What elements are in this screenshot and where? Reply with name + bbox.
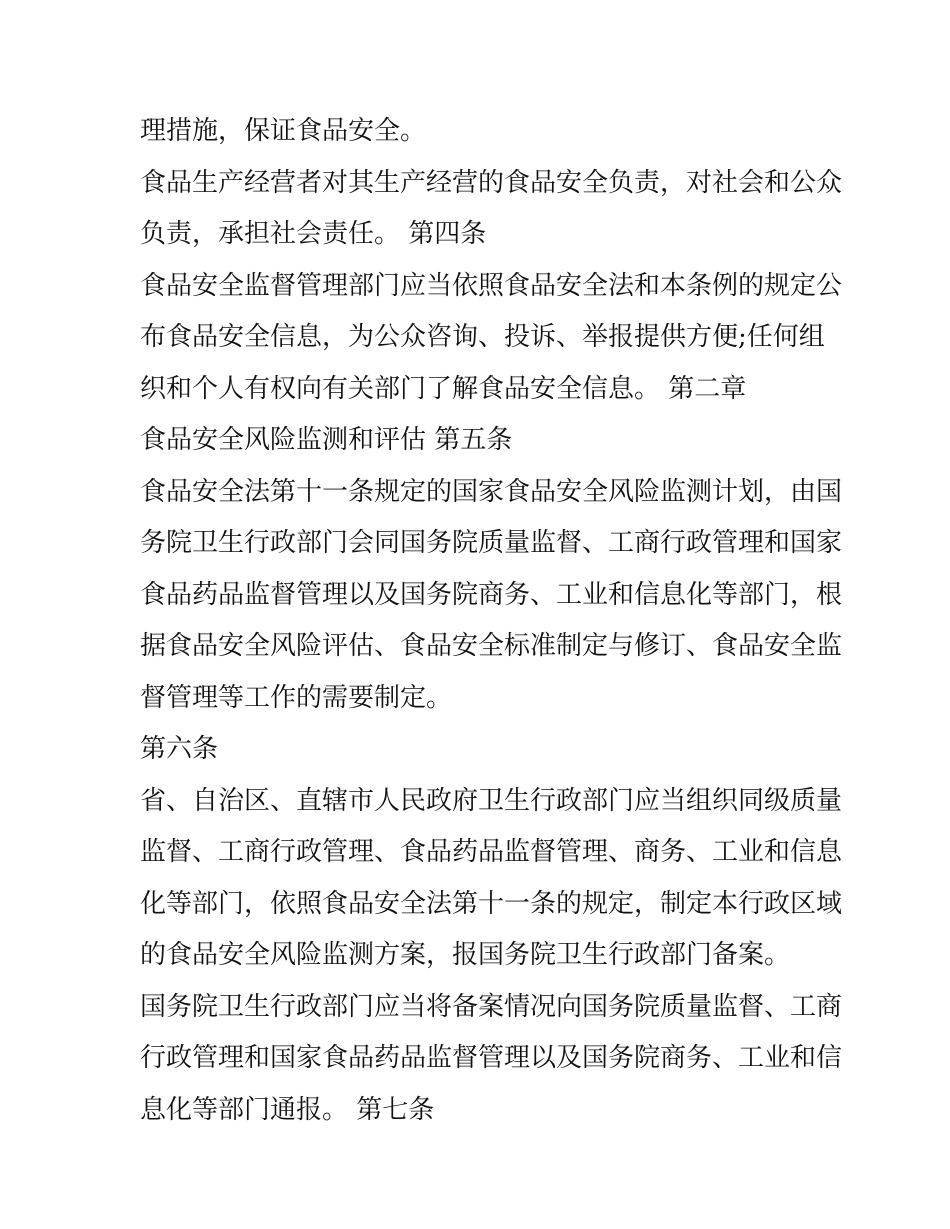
text-line: 的食品安全风险监测方案，报国务院卫生行政部门备案。 bbox=[140, 940, 791, 970]
text-line: 行政管理和国家食品药品监督管理以及国务院商务、工业和信 bbox=[140, 1043, 843, 1073]
text-line: 省、自治区、直辖市人民政府卫生行政部门应当组织同级质量 bbox=[140, 785, 843, 816]
text-line: 监督、工商行政管理、食品药品监督管理、商务、工业和信息 bbox=[140, 837, 843, 867]
text-line: 化等部门，依照食品安全法第十一条的规定，制定本行政区域 bbox=[140, 888, 843, 919]
text-line: 务院卫生行政部门会同国务院质量监督、工商行政管理和国家 bbox=[140, 528, 843, 558]
text-line: 负责，承担社会责任。 第四条 bbox=[140, 219, 487, 249]
text-line: 食品安全监督管理部门应当依照食品安全法和本条例的规定公 bbox=[140, 270, 843, 301]
text-line: 息化等部门通报。 第七条 bbox=[140, 1094, 435, 1125]
text-line: 食品安全法第十一条规定的国家食品安全风险监测计划，由国 bbox=[140, 476, 843, 507]
text-line: 食品药品监督管理以及国务院商务、工业和信息化等部门，根 bbox=[140, 579, 843, 610]
document-body bbox=[140, 106, 843, 1136]
text-line: 据食品安全风险评估、食品安全标准制定与修订、食品安全监 bbox=[140, 631, 843, 661]
text-line: 食品生产经营者对其生产经营的食品安全负责，对社会和公众 bbox=[140, 167, 843, 198]
text-line: 食品安全风险监测和评估 第五条 bbox=[140, 425, 513, 455]
text-line: 第六条 bbox=[140, 734, 219, 764]
text-line: 织和个人有权向有关部门了解食品安全信息。 第二章 bbox=[140, 373, 747, 404]
text-line: 国务院卫生行政部门应当将备案情况向国务院质量监督、工商 bbox=[140, 991, 843, 1022]
text-line: 布食品安全信息，为公众咨询、投诉、举报提供方便;任何组 bbox=[140, 322, 825, 352]
text-line: 理措施，保证食品安全。 bbox=[140, 116, 427, 146]
text-line: 督管理等工作的需要制定。 bbox=[140, 682, 453, 713]
